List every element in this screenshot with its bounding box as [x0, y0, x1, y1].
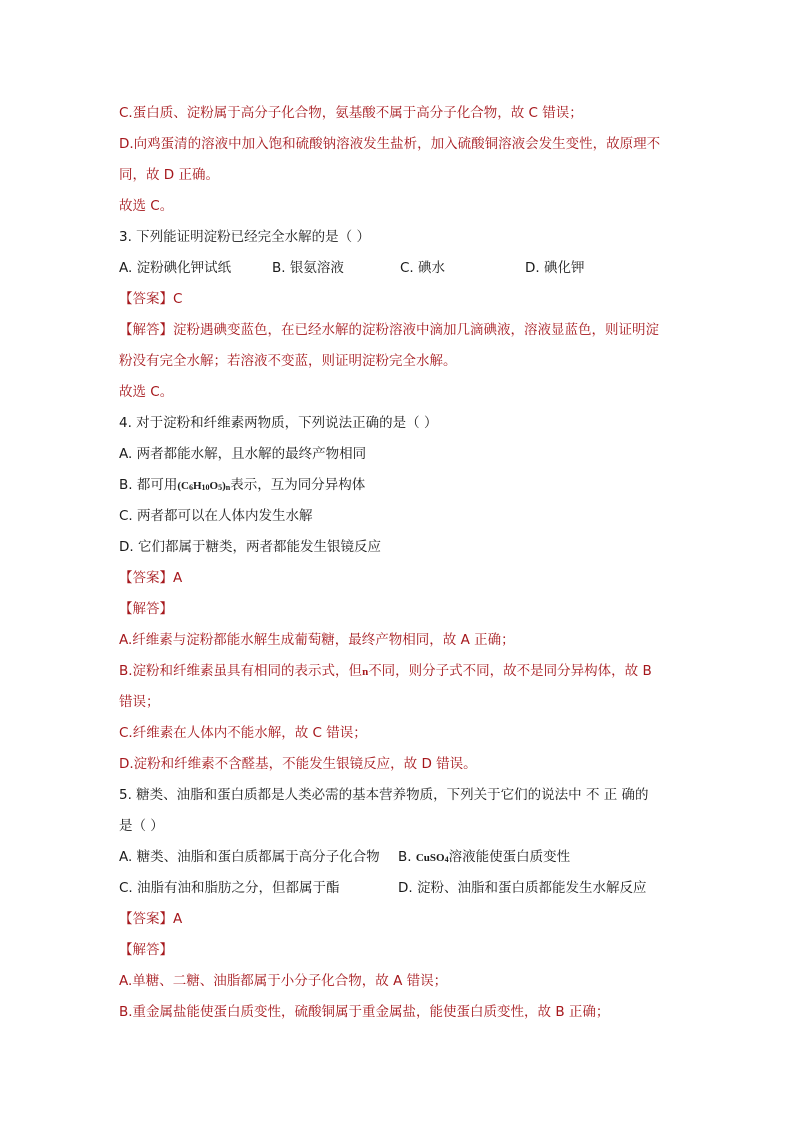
question-5: 5. 糖类、油脂和蛋白质都是人类必需的基本营养物质，下列关于它们的说法中 不 正 确的	[119, 787, 649, 803]
option-d: D. 碘化钾	[525, 260, 585, 276]
conclusion-line: 故选 C。	[119, 198, 174, 214]
answer-line	[119, 904, 681, 935]
question-5-cont: 是（ ）	[119, 818, 164, 834]
question-5-options-cd	[119, 873, 681, 904]
option-b-suffix: 表示，互为同分异构体	[230, 477, 366, 493]
answer-value: C	[173, 291, 183, 307]
option-b: B. 银氨溶液	[272, 260, 344, 276]
explanation-line: C.蛋白质、淀粉属于高分子化合物，氨基酸不属于高分子化合物，故 C 错误；	[119, 105, 583, 121]
answer-line	[119, 284, 681, 315]
explanation-line: B.重金属盐能使蛋白质变性，硫酸铜属于重金属盐，能使蛋白质变性，故 B 正确；	[119, 1004, 610, 1020]
explanation-line: B.淀粉和纤维素虽具有相同的表示式，但n不同，则分子式不同，故不是同分异构体，故 B	[119, 663, 652, 679]
chemical-formula: CuSO$_4$	[415, 852, 449, 864]
explanation-line: 错误；	[119, 694, 160, 710]
question-4: 4. 对于淀粉和纤维素两物质，下列说法正确的是（ ）	[119, 415, 438, 431]
explanation-text: 淀粉遇碘变蓝色，在已经水解的淀粉溶液中滴加几滴碘液，溶液显蓝色，则证明淀	[173, 322, 659, 338]
answer-value: A	[173, 570, 183, 586]
explanation-line: D.向鸡蛋清的溶液中加入饱和硫酸钠溶液发生盐析，加入硫酸铜溶液会发生变性，故原理不	[119, 136, 661, 152]
answer-value: A	[173, 911, 183, 927]
question-3-options	[119, 253, 681, 284]
option-c: C. 两者都可以在人体内发生水解	[119, 508, 313, 524]
question-3: 3. 下列能证明淀粉已经完全水解的是（ ）	[119, 229, 370, 245]
explanation-line: A.单糖、二糖、油脂都属于小分子化合物，故 A 错误；	[119, 973, 448, 989]
explanation-tag: 【解答】	[119, 601, 173, 617]
option-a: A. 淀粉碘化钾试纸	[119, 260, 232, 276]
answer-line	[119, 563, 681, 594]
explanation-line	[119, 315, 681, 346]
answer-tag: 【答案】	[119, 291, 173, 307]
variable-n: n	[362, 666, 369, 678]
conclusion-line: 故选 C。	[119, 384, 174, 400]
option-b: B. CuSO$_4$溶液能使蛋白质变性	[398, 849, 571, 865]
option-b-prefix: B. 都可用	[119, 477, 178, 493]
explanation-tag: 【解答】	[119, 942, 173, 958]
option-d: D. 淀粉、油脂和蛋白质都能发生水解反应	[398, 880, 647, 896]
explanation-line: C.纤维素在人体内不能水解，故 C 错误；	[119, 725, 367, 741]
explanation-tag: 【解答】	[119, 322, 173, 338]
explanation-line: A.纤维素与淀粉都能水解生成葡萄糖，最终产物相同，故 A 正确；	[119, 632, 515, 648]
answer-tag: 【答案】	[119, 911, 173, 927]
option-c: C. 碘水	[400, 260, 446, 276]
chemical-formula: $(C_6H_{10}O_5)_n$	[177, 480, 231, 492]
option-a: A. 两者都能水解，且水解的最终产物相同	[119, 446, 367, 462]
option-b	[119, 470, 681, 501]
document-page	[119, 98, 681, 1028]
explanation-line: 同，故 D 正确。	[119, 167, 219, 183]
explanation-line: 粉没有完全水解；若溶液不变蓝，则证明淀粉完全水解。	[119, 353, 457, 369]
question-5-options-ab	[119, 842, 681, 873]
answer-tag: 【答案】	[119, 570, 173, 586]
option-a: A. 糖类、油脂和蛋白质都属于高分子化合物	[119, 849, 380, 865]
option-d: D. 它们都属于糖类，两者都能发生银镜反应	[119, 539, 381, 555]
option-c: C. 油脂有油和脂肪之分，但都属于酯	[119, 880, 340, 896]
explanation-line: D.淀粉和纤维素不含醛基，不能发生银镜反应，故 D 错误。	[119, 756, 477, 772]
